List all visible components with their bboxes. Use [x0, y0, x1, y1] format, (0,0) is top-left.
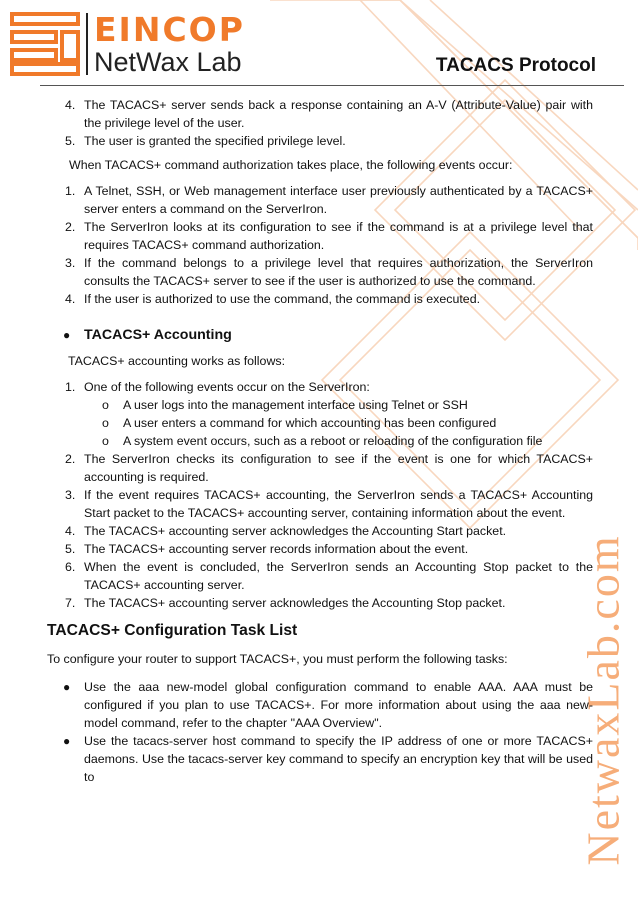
list-number: 4. [65, 524, 76, 538]
list-number: 1. [65, 184, 76, 198]
list-item [47, 218, 593, 254]
accounting-intro: TACACS+ accounting works as follows: [68, 354, 286, 368]
list-item [47, 732, 593, 786]
list-number: 7. [65, 596, 76, 610]
list-number: 2. [65, 220, 76, 234]
list-item-text: If the event requires TACACS+ accounting, the ServerIron sends a TACACS+ Accounting Start packet to the TACACS+ accounting server, containing information about the event. [84, 488, 593, 520]
list-item [47, 290, 593, 308]
list-item [47, 254, 593, 290]
eincop-logo-icon [10, 12, 80, 76]
list-item-text: One of the following events occur on the ServerIron: [84, 380, 370, 394]
list-item-text: The TACACS+ accounting server acknowledges the Accounting Start packet. [84, 524, 507, 538]
circle-bullet-icon: o [102, 416, 109, 430]
list-item-text: Use the aaa new-model global configuration command to enable AAA. AAA must be configured if you plan to use TACACS+. For more information about using the aaa new-model command, refer to the chapter "AAA Overview". [84, 680, 593, 730]
list-item [47, 378, 593, 396]
accounting-heading [47, 326, 593, 344]
list-item [47, 396, 593, 414]
list-number: 4. [65, 98, 76, 112]
list-item-text: A user logs into the management interface using Telnet or SSH [123, 398, 468, 412]
list-number: 5. [65, 134, 76, 148]
list-item-text: A system event occurs, such as a reboot or reloading of the configuration file [123, 434, 543, 448]
list-item-text: A user enters a command for which accounting has been configured [123, 416, 497, 430]
list-item-text: The TACACS+ accounting server acknowledges the Accounting Stop packet. [84, 596, 506, 610]
list-item-text: The TACACS+ accounting server records information about the event. [84, 542, 469, 556]
privilege-steps-list [47, 96, 593, 150]
config-task-list-heading: TACACS+ Configuration Task List [47, 622, 298, 639]
list-item [47, 594, 593, 612]
brand-logo [10, 9, 245, 77]
list-item [47, 540, 593, 558]
list-item [47, 414, 593, 432]
list-item [47, 182, 593, 218]
list-item-text: When the event is concluded, the ServerIron sends an Accounting Stop packet to the TACACS+ accounting server. [84, 560, 593, 592]
list-item-text: A Telnet, SSH, or Web management interface user previously authenticated by a TACACS+ server enters a command on the ServerIron. [84, 184, 593, 216]
list-item-text: The ServerIron checks its configuration to see if the event is one for which TACACS+ accounting is required. [84, 452, 593, 484]
list-item [47, 558, 593, 594]
list-item [47, 486, 593, 522]
page-title: TACACS Protocol [435, 55, 596, 76]
config-tasks-list [47, 678, 593, 786]
command-authorization-intro: When TACACS+ command authorization takes place, the following events occur: [69, 158, 513, 172]
list-item [47, 450, 593, 486]
command-authorization-list [47, 182, 593, 308]
circle-bullet-icon: o [102, 398, 109, 412]
list-item [47, 522, 593, 540]
list-number: 4. [65, 292, 76, 306]
accounting-events-list [47, 396, 593, 450]
list-item-text: The user is granted the specified privilege level. [84, 134, 346, 148]
list-item [47, 678, 593, 732]
list-number: 2. [65, 452, 76, 466]
brand-name-bottom: NetWax Lab [94, 46, 242, 77]
list-number: 3. [65, 256, 76, 270]
list-item [47, 132, 593, 150]
circle-bullet-icon: o [102, 434, 109, 448]
bullet-icon: ● [63, 328, 71, 342]
brand-divider [86, 13, 88, 75]
accounting-steps-list-continued [47, 450, 593, 612]
list-item-text: The TACACS+ server sends back a response containing an A-V (Attribute-Value) pair with the privilege level of the user. [84, 98, 593, 130]
side-watermark: NetwaxLab.com [577, 534, 629, 866]
list-item-text: If the user is authorized to use the command, the command is executed. [84, 292, 481, 306]
accounting-steps-list [47, 378, 593, 396]
list-number: 3. [65, 488, 76, 502]
list-number: 1. [65, 380, 76, 394]
bullet-icon: ● [63, 734, 71, 748]
header-rule [40, 85, 624, 86]
brand-name-top: EINCOP [94, 9, 245, 49]
document-body [47, 96, 593, 786]
bullet-icon: ● [63, 680, 71, 694]
accounting-heading-text: TACACS+ Accounting [84, 327, 232, 343]
list-item-text: Use the tacacs-server host command to specify the IP address of one or more TACACS+ daemons. Use the tacacs-server key command to specify an encryption key that will be used to [84, 734, 593, 784]
list-number: 6. [65, 560, 76, 574]
list-item-text: The ServerIron looks at its configuration to see if the command is at a privilege level that requires TACACS+ command authorization. [84, 220, 593, 252]
list-number: 5. [65, 542, 76, 556]
list-item [47, 432, 593, 450]
config-intro: To configure your router to support TACACS+, you must perform the following tasks: [47, 652, 508, 666]
list-item [47, 96, 593, 132]
list-item-text: If the command belongs to a privilege level that requires authorization, the ServerIron consults the TACACS+ server to see if the user is authorized to use the command. [84, 256, 593, 288]
